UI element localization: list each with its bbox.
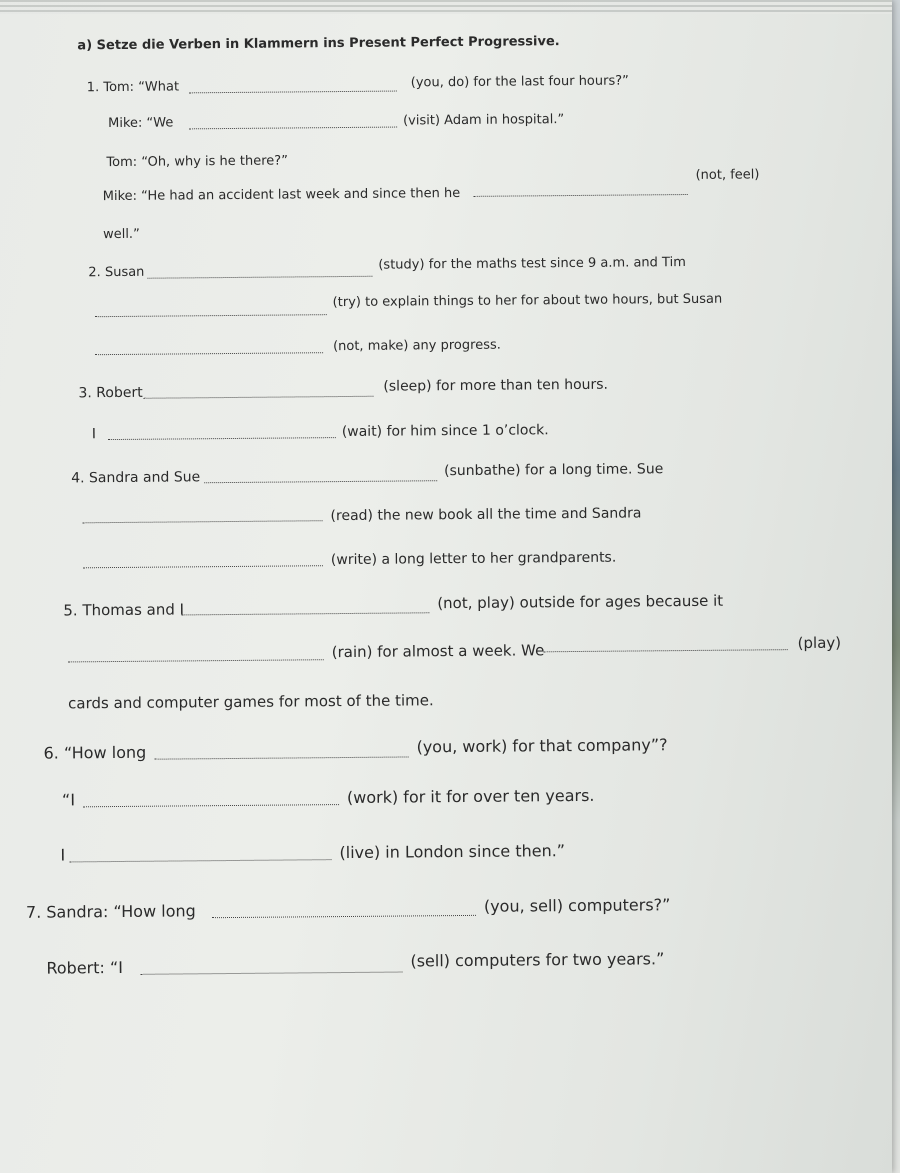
ex6-line3-verb: (live) in London since then.” [339, 841, 566, 863]
ex7-line2-prefix: Robert: “I [46, 957, 124, 978]
ex3-line1-verb: (sleep) for more than ten hours. [383, 376, 609, 395]
ex1-line3: Tom: “Oh, why is he there?” [106, 153, 288, 171]
ex2-blank-3[interactable] [95, 352, 323, 355]
ex5-line1-prefix: 5. Thomas and I [63, 600, 185, 620]
ex7-line1-prefix: 7. Sandra: “How long [25, 901, 196, 922]
ex3-line2-prefix: I [91, 426, 97, 443]
ex1-line4-prefix: Mike: “He had an accident last week and since then he [102, 185, 461, 205]
ex1-blank-1[interactable] [189, 91, 397, 94]
ex4-blank-3[interactable] [83, 565, 323, 568]
ex3-line2-verb: (wait) for him since 1 o’clock. [341, 422, 549, 441]
ex4-line1-prefix: 4. Sandra and Sue [71, 469, 201, 487]
ex6-line1-verb: (you, work) for that company”? [416, 735, 668, 757]
ex6-blank-2[interactable] [83, 804, 339, 807]
ex1-line2-prefix: Mike: “We [108, 115, 174, 132]
ex3-blank-2[interactable] [108, 437, 336, 440]
ex1-line1-verb: (you, do) for the last four hours?” [410, 73, 629, 91]
ex7-line2-verb: (sell) computers for two years.” [410, 949, 665, 971]
ex7-line1-verb: (you, sell) computers?” [483, 895, 671, 916]
ex5-blank-1[interactable] [181, 612, 429, 615]
ex2-blank-1[interactable] [147, 276, 372, 279]
ex2-blank-2[interactable] [95, 314, 327, 317]
ex1-line2-verb: (visit) Adam in hospital.” [403, 112, 565, 129]
ex6-line3-prefix: I [60, 845, 66, 865]
ex3-line1-prefix: 3. Robert [78, 384, 143, 402]
ex7-blank-1[interactable] [212, 915, 476, 918]
ex1-blank-3[interactable] [474, 194, 688, 197]
ex6-blank-3[interactable] [70, 859, 332, 862]
ex2-line2-verb: (try) to explain things to her for about two hours, but Susan [332, 291, 723, 311]
ex2-line3-verb: (not, make) any progress. [332, 337, 501, 355]
ex5-blank-3[interactable] [544, 649, 788, 652]
ex4-blank-2[interactable] [83, 520, 323, 523]
ex5-line1-verb: (not, play) outside for ages because it [437, 591, 724, 613]
ex5-line3: cards and computer games for most of the time. [68, 691, 434, 713]
ex2-line1-prefix: 2. Susan [88, 264, 145, 281]
ex4-line3-verb: (write) a long letter to her grandparents. [330, 549, 617, 569]
ex6-line1-prefix: 6. “How long [43, 742, 147, 763]
ex1-blank-2[interactable] [189, 127, 397, 130]
ex7-blank-2[interactable] [141, 972, 403, 975]
ex5-line2-verb: (rain) for almost a week. We [331, 641, 545, 662]
ex6-line2-prefix: “I [61, 790, 76, 810]
ex6-blank-1[interactable] [155, 756, 409, 759]
ex1-line1-prefix: 1. Tom: “What [86, 79, 180, 96]
ex6-line2-verb: (work) for it for over ten years. [346, 785, 595, 808]
ex4-blank-1[interactable] [204, 480, 437, 483]
exercise-heading: a) Setze die Verben in Klammern ins Present Perfect Progressive. [77, 34, 560, 54]
ex4-line1-verb: (sunbathe) for a long time. Sue [444, 461, 664, 480]
ex1-line4-verb: (not, feel) [695, 167, 760, 183]
ex3-blank-1[interactable] [143, 396, 373, 399]
ex2-line1-verb: (study) for the maths test since 9 a.m. and Tim [378, 255, 686, 273]
ex5-blank-2[interactable] [68, 659, 324, 662]
ex4-line2-verb: (read) the new book all the time and Sandra [330, 505, 642, 525]
ex1-line5: well.” [102, 226, 140, 243]
ex5-line2-verb2: (play) [797, 633, 842, 653]
